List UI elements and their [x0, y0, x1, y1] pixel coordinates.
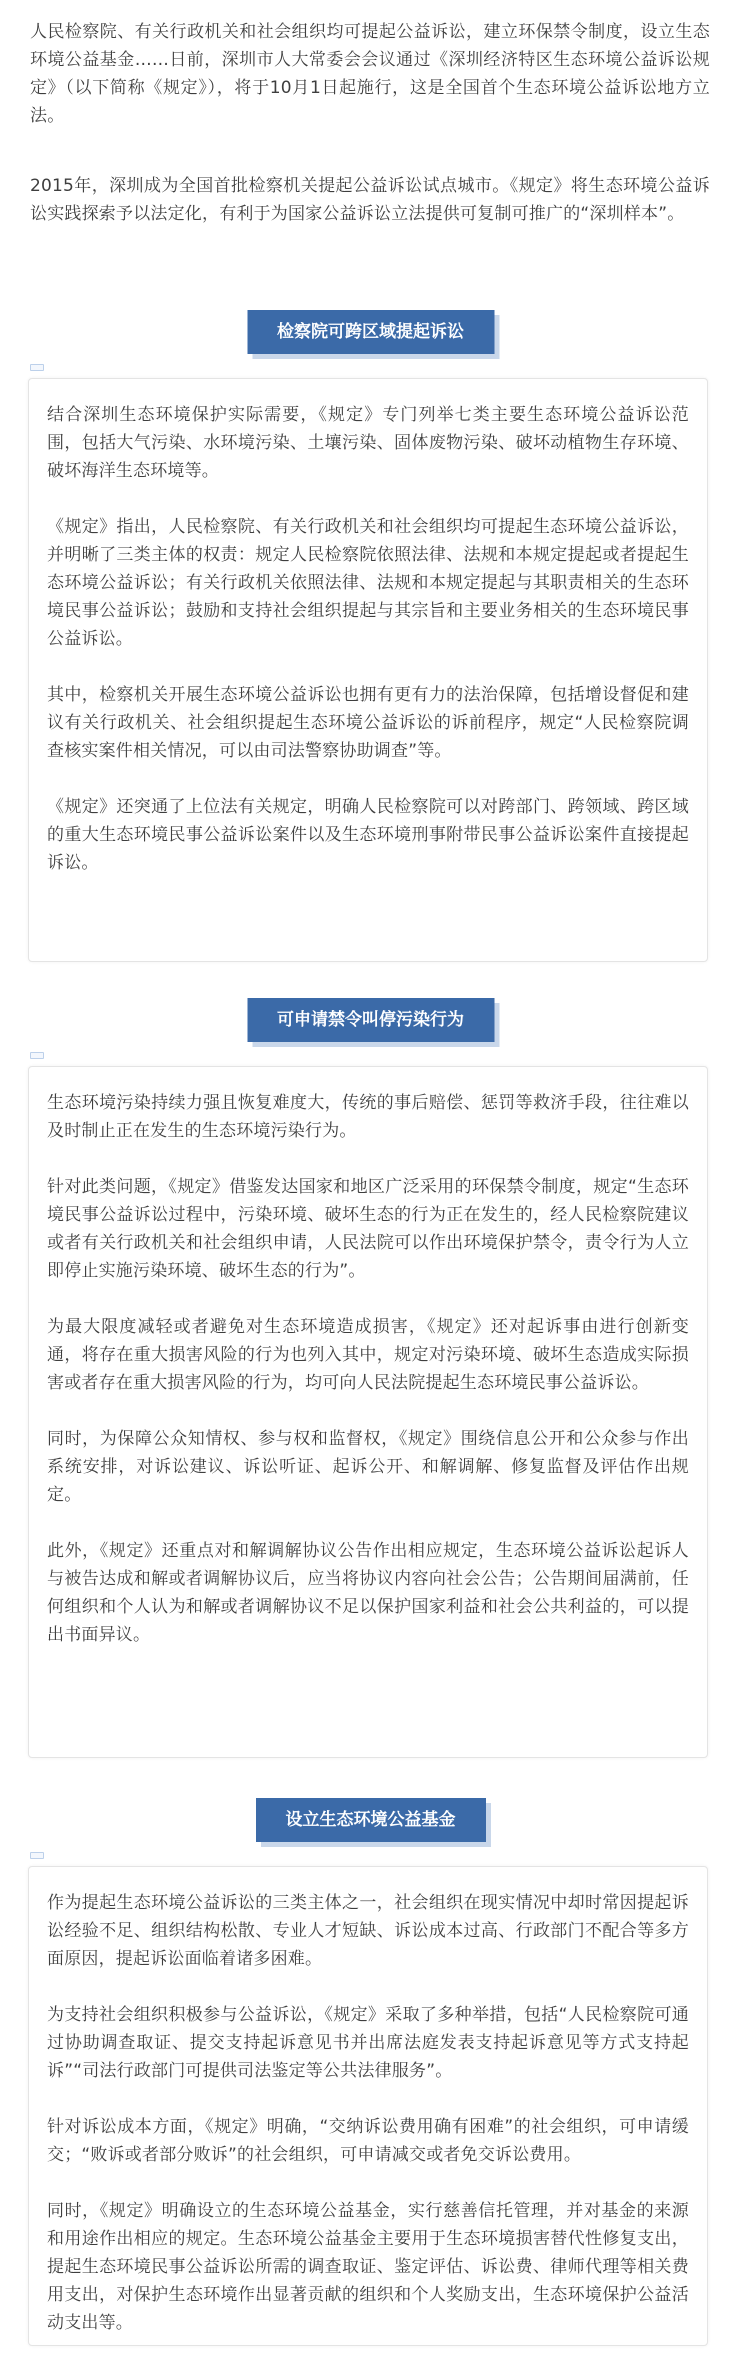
section-1-paragraph-4: 《规定》还突通了上位法有关规定，明确人民检察院可以对跨部门、跨领域、跨区域的重大生态环境民事公益诉讼案件以及生态环境刑事附带民事公益诉讼案件直接提起诉讼。 — [47, 797, 689, 873]
section-2-paragraph-3: 为最大限度减轻或者避免对生态环境造成损害，《规定》还对起诉事由进行创新变通，将存在重大损害风险的行为也列入其中，规定对污染环境、破坏生态造成实际损害或者存在重大损害风险的行为，均可向人民法院提起生态环境民事公益诉讼。 — [47, 1317, 689, 1393]
section-title-injunction: 可申请禁令叫停污染行为 — [247, 998, 494, 1042]
section-1-paragraph-3: 其中，检察机关开展生态环境公益诉讼也拥有更有力的法治保障，包括增设督促和建议有关行政机关、社会组织提起生态环境公益诉讼的诉前程序，规定“人民检察院调查核实案件相关情况，可以由司法警察协助调查”等。 — [47, 685, 689, 761]
section-box-injunction — [28, 1066, 708, 1758]
section-marker-icon — [30, 364, 44, 371]
section-box-cross-region — [28, 378, 708, 962]
section-box-public-fund — [28, 1866, 708, 2346]
section-3-paragraph-1: 作为提起生态环境公益诉讼的三类主体之一，社会组织在现实情况中却时常因提起诉讼经验不足、组织结构松散、专业人才短缺、诉讼成本过高、行政部门不配合等多方面原因，提起诉讼面临着诸多困难。 — [47, 1893, 689, 1969]
section-2-paragraph-5: 此外，《规定》还重点对和解调解协议公告作出相应规定，生态环境公益诉讼起诉人与被告达成和解或者调解协议后，应当将协议内容向社会公告；公告期间届满前，任何组织和个人认为和解或者调解协议不足以保护国家利益和社会公共利益的，可以提出书面异议。 — [47, 1541, 689, 1645]
section-1-paragraph-1: 结合深圳生态环境保护实际需要，《规定》专门列举七类主要生态环境公益诉讼范围，包括大气污染、水环境污染、土壤污染、固体废物污染、破坏动植物生存环境、破坏海洋生态环境等。 — [47, 405, 689, 481]
section-2-paragraph-2: 针对此类问题，《规定》借鉴发达国家和地区广泛采用的环保禁令制度，规定“生态环境民事公益诉讼过程中，污染环境、破坏生态的行为正在发生的，经人民检察院建议或者有关行政机关和社会组织申请，人民法院可以作出环境保护禁令，责令行为人立即停止实施污染环境、破坏生态的行为”。 — [47, 1177, 689, 1281]
intro-paragraph-2: 2015年，深圳成为全国首批检察机关提起公益诉讼试点城市。《规定》将生态环境公益诉讼实践探索予以法定化，有利于为国家公益诉讼立法提供可复制可推广的“深圳样本”。 — [30, 176, 710, 224]
section-3-paragraph-2: 为支持社会组织积极参与公益诉讼，《规定》采取了多种举措，包括“人民检察院可通过协助调查取证、提交支持起诉意见书并出席法庭发表支持起诉意见等方式支持起诉”“司法行政部门可提供司法鉴定等公共法律服务”。 — [47, 2005, 689, 2081]
section-2-paragraph-1: 生态环境污染持续力强且恢复难度大，传统的事后赔偿、惩罚等救济手段，往往难以及时制止正在发生的生态环境污染行为。 — [47, 1093, 689, 1141]
section-marker-icon — [30, 1052, 44, 1059]
section-3-paragraph-3: 针对诉讼成本方面，《规定》明确，“交纳诉讼费用确有困难”的社会组织，可申请缓交；“败诉或者部分败诉”的社会组织，可申请减交或者免交诉讼费用。 — [47, 2117, 689, 2165]
intro-paragraph-1: 人民检察院、有关行政机关和社会组织均可提起公益诉讼，建立环保禁令制度，设立生态环境公益基金……日前，深圳市人大常委会会议通过《深圳经济特区生态环境公益诉讼规定》（以下简称《规定》），将于10月1日起施行，这是全国首个生态环境公益诉讼地方立法。 — [30, 22, 710, 126]
section-2-paragraph-4: 同时，为保障公众知情权、参与权和监督权，《规定》围绕信息公开和公众参与作出系统安排，对诉讼建议、诉讼听证、起诉公开、和解调解、修复监督及评估作出规定。 — [47, 1429, 689, 1505]
section-marker-icon — [30, 1852, 44, 1859]
section-title-cross-region: 检察院可跨区域提起诉讼 — [247, 310, 494, 354]
section-title-public-fund: 设立生态环境公益基金 — [256, 1798, 486, 1842]
section-1-paragraph-2: 《规定》指出，人民检察院、有关行政机关和社会组织均可提起生态环境公益诉讼，并明晰了三类主体的权责：规定人民检察院依照法律、法规和本规定提起或者提起生态环境公益诉讼；有关行政机关依照法律、法规和本规定提起与其职责相关的生态环境民事公益诉讼；鼓励和支持社会组织提起与其宗旨和主要业务相关的生态环境民事公益诉讼。 — [47, 517, 689, 649]
section-3-paragraph-4: 同时，《规定》明确设立的生态环境公益基金，实行慈善信托管理，并对基金的来源和用途作出相应的规定。生态环境公益基金主要用于生态环境损害替代性修复支出，提起生态环境民事公益诉讼所需的调查取证、鉴定评估、诉讼费、律师代理等相关费用支出，对保护生态环境作出显著贡献的组织和个人奖励支出，生态环境保护公益活动支出等。 — [47, 2201, 689, 2333]
